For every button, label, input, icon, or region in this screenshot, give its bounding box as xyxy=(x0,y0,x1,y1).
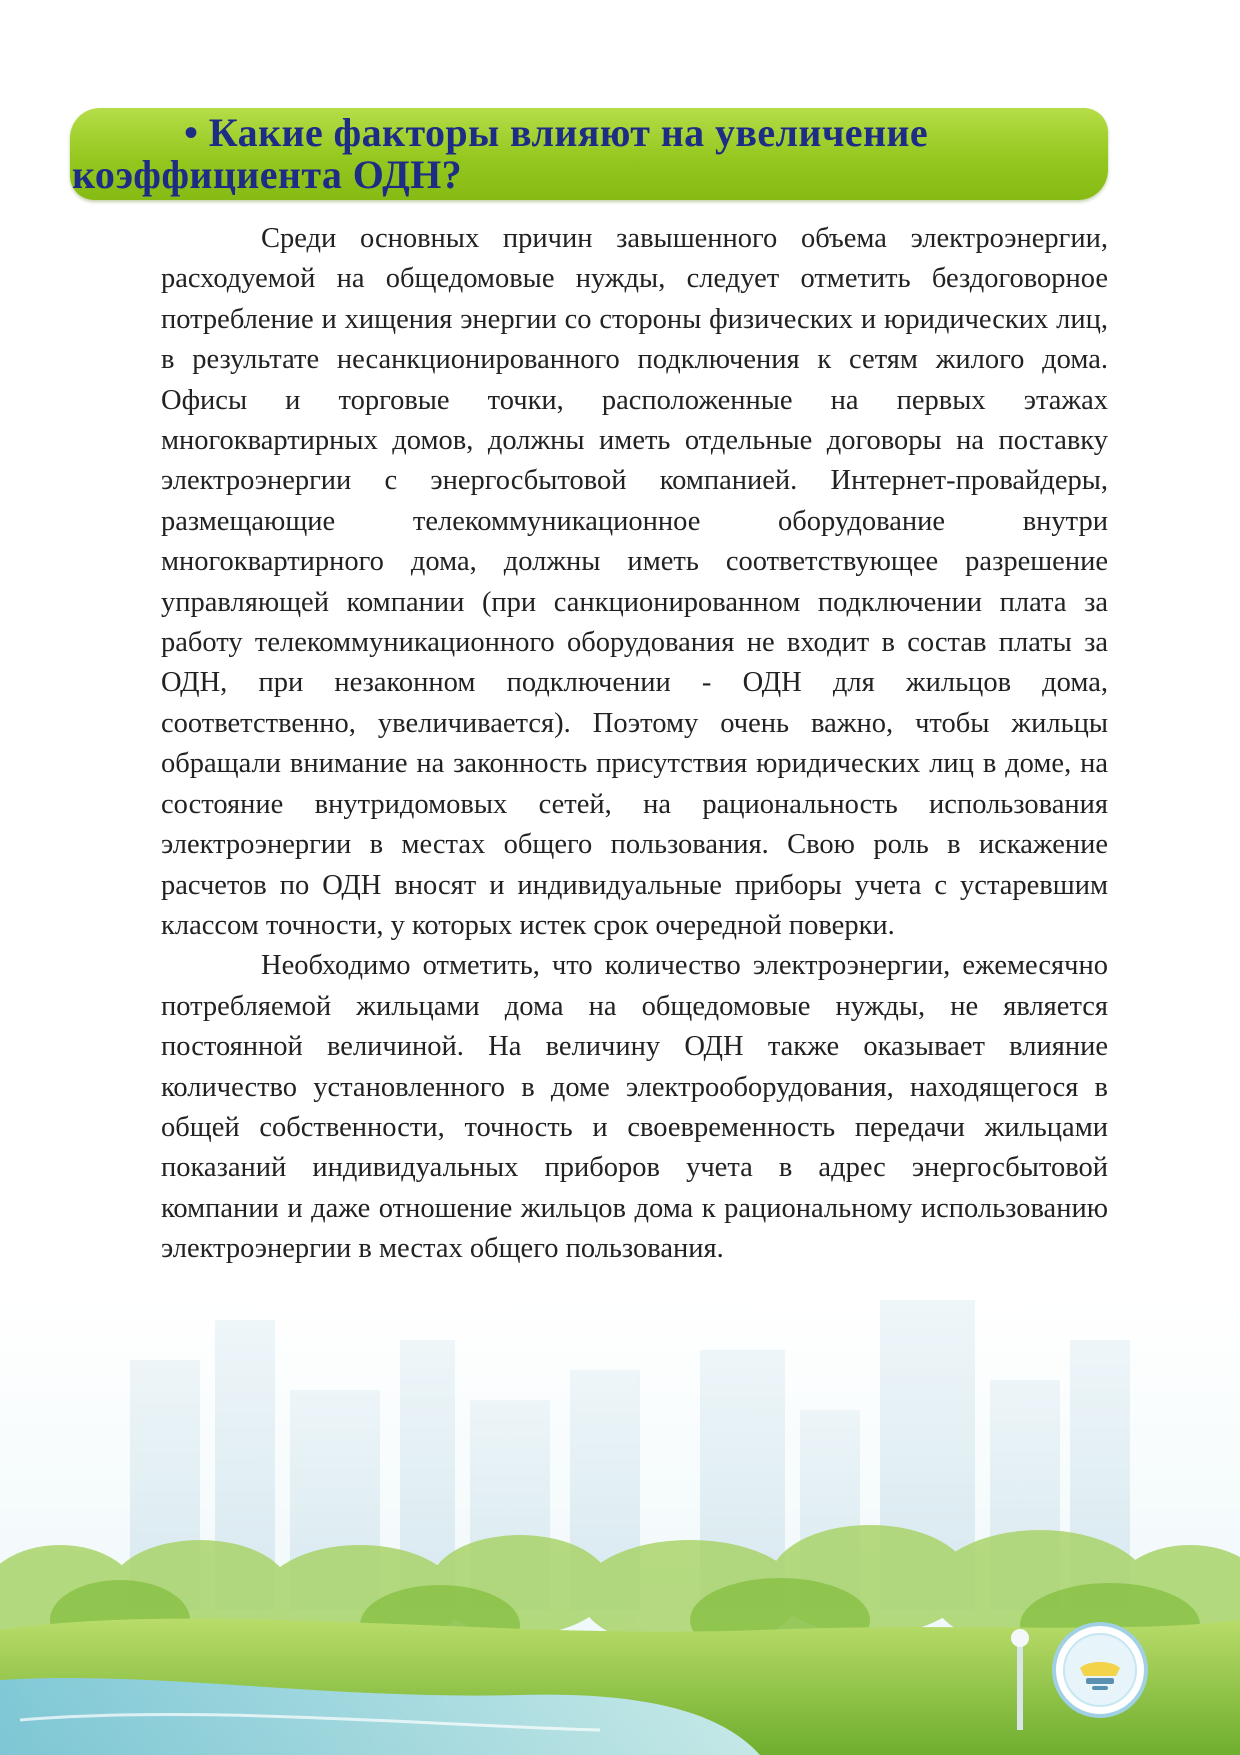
page-title: • Какие факторы влияют на увеличение коэффициента ОДН? xyxy=(72,110,928,197)
page-badge-icon xyxy=(1050,1620,1150,1720)
paragraph-1: Среди основных причин завышенного объема электроэнергии, расходуемой на общедомовые нужды, следует отметить бездоговорное потребление и хищения энергии со стороны физических и юридических лиц, в результате несанкционированного подключения к сетям жилого дома. Офисы и торговые точки, расположенные на первых этажах многоквартирных домов, должны иметь отдельные договоры на поставку электроэнергии с энергосбытовой компанией. Интернет-провайдеры, размещающие телекоммуникационное оборудование внутри многоквартирного дома, должны иметь соответствующее разрешение управляющей компании (при санкционированном подключении плата за работу телекоммуникационного оборудования не входит в состав платы за ОДН, при незаконном подключении - ОДН для жильцов дома, соответственно, увеличивается). Поэтому очень важно, чтобы жильцы обращали внимание на законность присутствия юридических лиц в доме, на состояние внутридомовых сетей, на рациональность использования электроэнергии в местах общего пользования. Свою роль в искажение расчетов по ОДН вносят и индивидуальные приборы учета с устаревшим классом точности, у которых истек срок очередной поверки. xyxy=(161,223,1108,941)
paragraph-2: Необходимо отметить, что количество электроэнергии, ежемесячно потребляемой жильцами дома на общедомовые нужды, не является постоянной величиной. На величину ОДН также оказывает влияние количество установленного в доме электрооборудования, находящегося в общей собственности, точность и своевременность передачи жильцами показаний индивидуальных приборов учета в адрес энергосбытовой компании и даже отношение жильцов дома к рациональному использованию электроэнергии в местах общего пользования. xyxy=(161,950,1108,1265)
body-text xyxy=(161,219,1108,1270)
